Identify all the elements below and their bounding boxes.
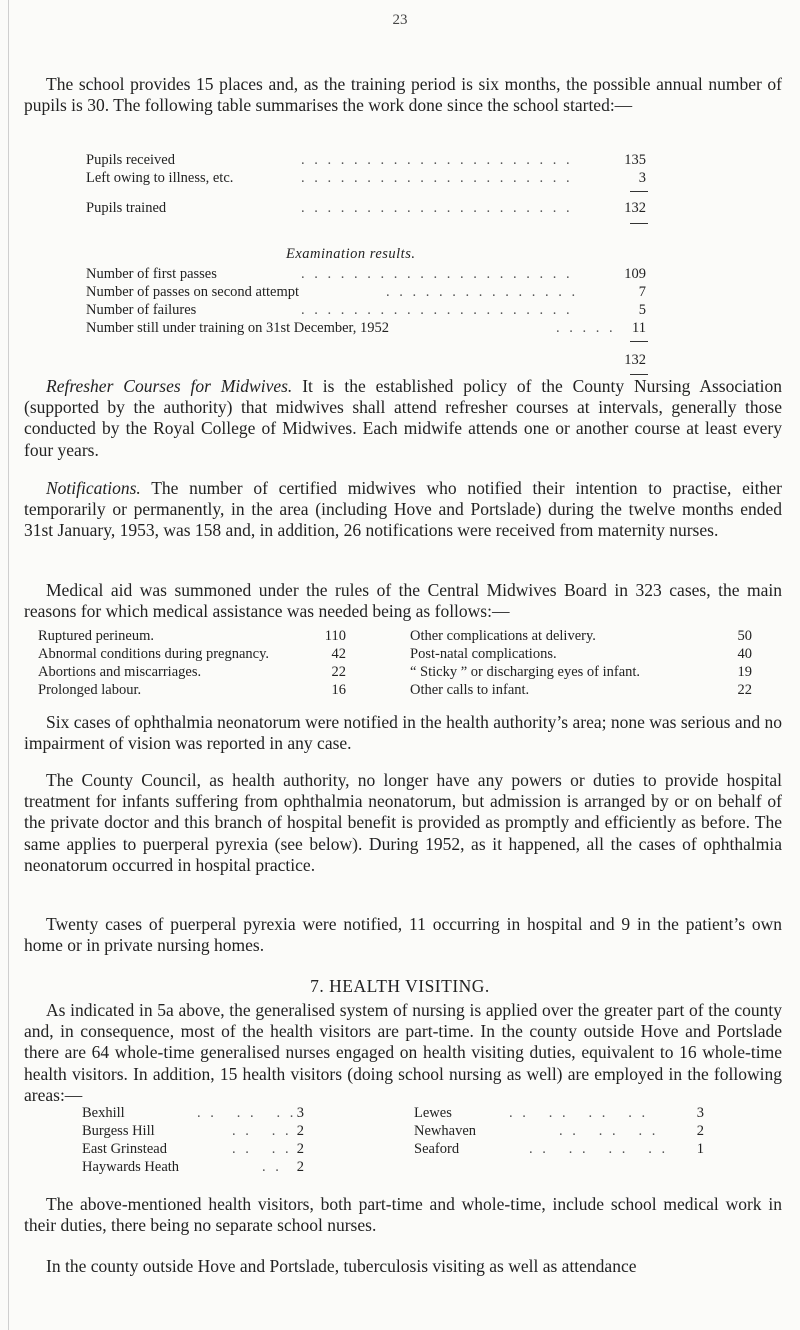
- row-value: 135: [624, 152, 646, 168]
- table-row: Pupils received . . . . . . . . . . . . . . . . . . . . . 135: [86, 152, 646, 168]
- table-row: Number still under training on 31st December, 1952 . . . . . 11: [86, 320, 646, 336]
- health-visiting-paragraph: As indicated in 5a above, the generalised system of nursing is applied over the greater part of the county and, in consequence, most of the health visitors are part-time. In the county outside Hove and Portslade there are 64 whole-time generalised nurses engaged on health visiting duties, equivalent to 16 whole-time health visitors. In addition, 15 health visitors (doing school nursing as well) are employed in the following areas:—: [24, 1000, 782, 1105]
- exam-total: 132: [624, 352, 646, 368]
- row-label: Left owing to illness, etc.: [86, 170, 234, 186]
- notifications-title: Notifications.: [46, 478, 141, 498]
- list-item: Haywards Heath: [82, 1159, 180, 1175]
- notifications-text: The number of certified midwives who notified their intention to practise, either temporarily or permanently, in the area (including Hove and Portslade) during the twelve months ended 31st January, 1953, was 158 and, in addition, 26 notifications were received from maternity nurses.: [24, 478, 782, 541]
- row-label: Number of first passes: [86, 266, 217, 282]
- list-item: “ Sticky ” or discharging eyes of infant. 19: [410, 664, 752, 680]
- county-council-paragraph: The County Council, as health authority, no longer have any powers or duties to provide hospital treatment for infants suffering from ophthalmia neonatorum, but admission is arranged by or on behalf of the private doctor and this branch of hospital benefit is provided as promptly and efficiently as before. The same applies to puerperal pyrexia (see below). During 1952, as it happened, all the cases of ophthalmia neonatorum occurred in hospital practice.: [24, 770, 782, 875]
- intro-paragraph: The school provides 15 places and, as the training period is six months, the possible annual number of pupils is 30. The following table summarises the work done since the school started:—: [24, 74, 782, 116]
- row-label: Number of failures: [86, 302, 197, 318]
- table-total-row: [86, 352, 736, 370]
- document-page: 23 The school provides 15 places and, as the training period is six months, the possible annual number of pupils is 30. The following table summarises the work done since the school started:— Pupils received . . . . . . . . . . . . . . . . . . . . . 135 Left owing to illness, etc. . . . . . . . . . . . . . . . . . . . . . 3 Pupils trained . . . . . . . . . . . . . . . . . . . . . 132 Examination results. Number of first passes . . . . . . . . . . . . . . . . . . . . . 109 Number of passes on second attempt . . . . . . . . . . . . . . . 7 Number of failures . . . . . . . . . . . . . . . . . . . . . 5 Number still under training on 31st December, 1952 . . . . . 11 132 Refresher Courses for Midwives. It is the established policy of the County Nursing Association (supported by the authority) that midwives shall attend refresher courses at intervals, generally those conducted by the Royal College of Midwives. Each midwife attends one or another course at least every four years. Notifications. The number of certified midwives who notified their intention to practise, either temporarily or permanently, in the area (including Hove and Portslade) during the twelve months ended 31st January, 1953, was 158 and, in addition, 26 notifications were received from maternity nurses. Medical aid was summoned under the rules of the Central Midwives Board in 323 cases, the main reasons for which medical assistance was needed being as follows:— Ruptured perineum. 110 Abnormal conditions during pregnancy. 42 Abortions and miscarriages. 22 Prolonged labour. 16 Other complications at delivery. 50 Post-natal complications. 40 “ Sticky ” or discharging eyes of infant. 19 Other calls to infant. 22 Six cases of ophthalmia neonatorum were notified in the health authority’s area; none was serious and no impairment of vision was reported in any case. The County Council, as health authority, no longer have any powers or duties to provide hospital treatment for infants suffering from ophthalmia neonatorum, but admission is arranged by or on behalf of the private doctor and this branch of hospital benefit is provided as promptly and efficiently as before. The same applies to puerperal pyrexia (see below). During 1952, as it happened, all the cases of ophthalmia neonatorum occurred in hospital practice. Twenty cases of puerperal pyrexia were notified, 11 occurring in hospital and 9 in the patient’s own home or in private nursing homes. 7. HEALTH VISITING. As indicated in 5a above, the generalised system of nursing is applied over the greater part of the county and, in consequence, most of the health visitors are part-time. In the county outside Hove and Portslade there are 64 whole-time generalised nurses engaged on health visiting duties, equivalent to 16 whole-time health visitors. In addition, 15 health visitors (doing school nursing as well) are employed in the following areas:— Bexhill Burgess Hill East Grinstead Haywards Heath . . . . . . . . . . . . . . . . 3 2 2 2 Lewes Newhaven Seaford . . . . . . . . . . . . . . . . . . . . . . 3 2 1 The above-mentioned health visitors, both part-time and whole-time, include school medical work in their duties, there being no separate school nurses. In the county outside Hove and Portslade, tuberculosis visiting as well as attendance: [0, 0, 800, 1330]
- table-row: Pupils trained . . . . . . . . . . . . . . . . . . . . . 132: [86, 200, 646, 216]
- tb-visiting-paragraph: In the county outside Hove and Portslade, tuberculosis visiting as well as attendance: [46, 1256, 637, 1276]
- row-label: Pupils trained: [86, 200, 167, 216]
- sum-rule: [630, 191, 648, 192]
- page-edge-line: [8, 0, 9, 1330]
- list-item: Seaford: [414, 1141, 460, 1157]
- sum-rule: [630, 223, 648, 224]
- list-item: Burgess Hill: [82, 1123, 155, 1139]
- row-value: 3: [638, 170, 646, 186]
- area-count: 2: [296, 1159, 304, 1175]
- list-item: Prolonged labour. 16: [38, 682, 346, 698]
- area-count: 2: [296, 1141, 304, 1157]
- row-value: 7: [638, 284, 646, 300]
- medical-aid-paragraph: Medical aid was summoned under the rules of the Central Midwives Board in 323 cases, the main reasons for which medical assistance was needed being as follows:—: [24, 580, 782, 622]
- row-value: 11: [632, 320, 646, 336]
- row-label: Pupils received: [86, 152, 175, 168]
- list-item: Newhaven: [414, 1123, 477, 1139]
- list-item: Other calls to infant. 22: [410, 682, 752, 698]
- row-label: Number still under training on 31st December, 1952: [86, 320, 390, 336]
- area-count: 2: [696, 1123, 704, 1139]
- area-count: 2: [296, 1123, 304, 1139]
- list-item: Ruptured perineum. 110: [38, 628, 346, 644]
- notifications-paragraph: [24, 478, 782, 542]
- row-value: 5: [638, 302, 646, 318]
- refresher-text: It is the established policy of the County Nursing Association (supported by the authority) that midwives shall attend refresher courses at intervals, generally those conducted by the Royal College of Midwives. Each midwife attends one or another course at least every four years.: [24, 376, 782, 460]
- table-row: Number of first passes . . . . . . . . . . . . . . . . . . . . . 109: [86, 266, 646, 282]
- list-item: Abortions and miscarriages. 22: [38, 664, 346, 680]
- refresher-title: Refresher Courses for Midwives.: [46, 376, 293, 396]
- list-item: Lewes: [414, 1105, 452, 1121]
- list-item: Abnormal conditions during pregnancy. 42: [38, 646, 346, 662]
- table-row: Number of passes on second attempt . . . . . . . . . . . . . . . 7: [86, 284, 646, 300]
- list-item: East Grinstead: [82, 1141, 167, 1157]
- pyrexia-paragraph: Twenty cases of puerperal pyrexia were notified, 11 occurring in hospital and 9 in the patient’s own home or in private nursing homes.: [24, 914, 782, 956]
- list-item: Bexhill: [82, 1105, 125, 1121]
- table-row: Left owing to illness, etc. . . . . . . . . . . . . . . . . . . . . . 3: [86, 170, 646, 186]
- exam-heading: Examination results.: [286, 246, 416, 262]
- ophthalmia-paragraph: Six cases of ophthalmia neonatorum were notified in the health authority’s area; none was serious and no impairment of vision was reported in any case.: [24, 712, 782, 754]
- refresher-paragraph: [24, 376, 782, 461]
- list-item: Post-natal complications. 40: [410, 646, 752, 662]
- sum-rule: [630, 341, 648, 342]
- area-count: 3: [296, 1105, 304, 1121]
- area-count: 3: [696, 1105, 704, 1121]
- row-label: Number of passes on second attempt: [86, 284, 300, 300]
- school-work-paragraph: The above-mentioned health visitors, both part-time and whole-time, include school medical work in their duties, there being no separate school nurses.: [24, 1194, 782, 1236]
- row-value: 132: [624, 200, 646, 216]
- row-value: 109: [624, 266, 646, 282]
- list-item: Other complications at delivery. 50: [410, 628, 752, 644]
- page-number: 23: [392, 12, 408, 28]
- section-heading: 7. HEALTH VISITING.: [310, 976, 490, 996]
- sum-rule: [630, 374, 648, 375]
- area-count: 1: [696, 1141, 704, 1157]
- table-row: Number of failures . . . . . . . . . . . . . . . . . . . . . 5: [86, 302, 646, 318]
